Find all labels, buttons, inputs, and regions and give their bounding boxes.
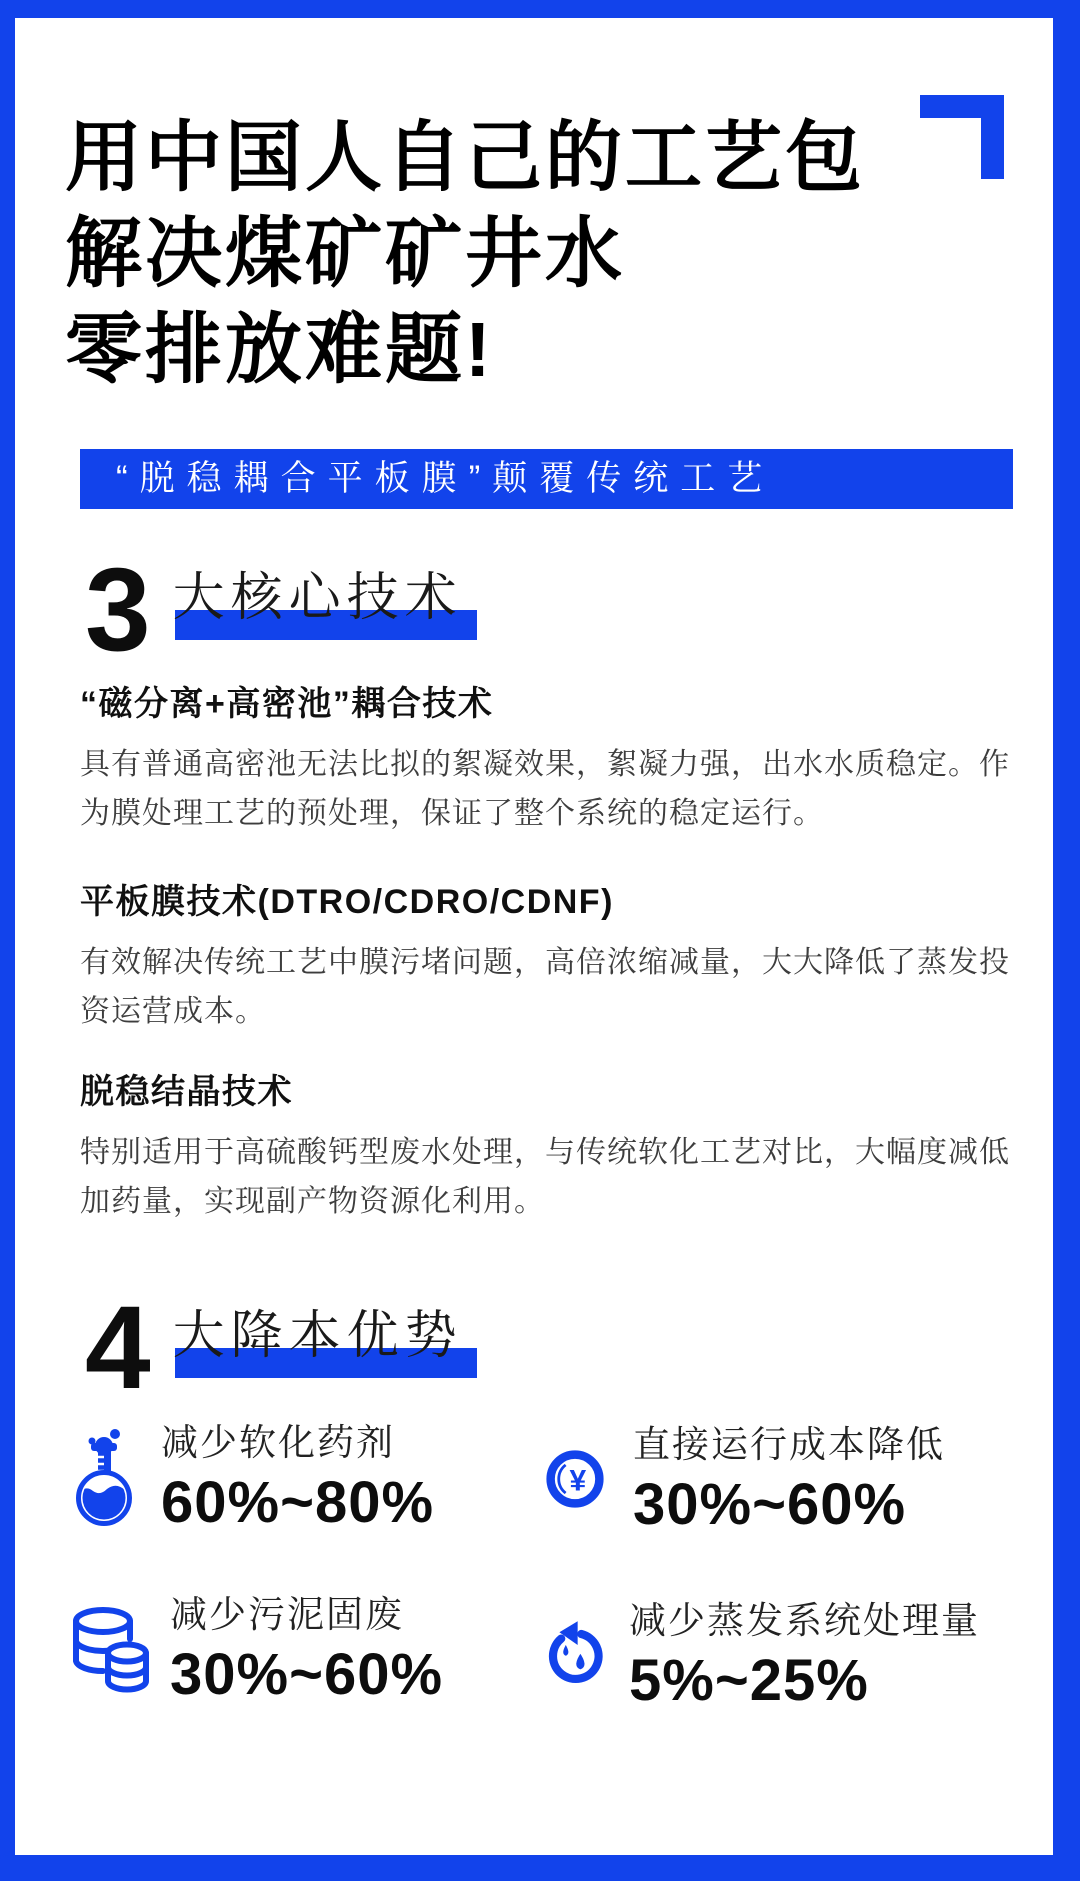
stat-direct-operating-cost [545, 1422, 945, 1536]
water-recycle-icon [543, 1618, 605, 1692]
section-heading-text-wrap [165, 1304, 471, 1368]
tech-item-title: 平板膜技术(DTRO/CDRO/CDNF) [80, 883, 614, 921]
tech-item-body: 有效解决传统工艺中膜污堵问题，高倍浓缩减量，大大降低了蒸发投资运营成本。 [80, 946, 1010, 1028]
tech-item-body: 具有普通高密池无法比拟的絮凝效果，絮凝力强，出水水质稳定。作为膜处理工艺的预处理，保证了整个系统的稳定运行。 [80, 748, 1010, 830]
stat-value: 30%~60% [170, 1642, 444, 1707]
poster-content-area [15, 18, 1053, 1855]
stat-text [629, 1598, 980, 1712]
section-number: 4 [85, 1282, 151, 1414]
section-heading-label: 大核心技术 [172, 569, 463, 627]
flask-icon [75, 1427, 133, 1527]
stat-text [161, 1420, 434, 1534]
title-line-3: 零排放难题! [65, 307, 494, 393]
stat-label: 减少软化药剂 [161, 1422, 395, 1463]
stat-text [170, 1592, 443, 1706]
tech-item-body: 特别适用于高硫酸钙型废水处理，与传统软化工艺对比，大幅度减低加药量，实现副产物资源化利用。 [80, 1136, 1010, 1218]
tech-item-magnetic-coupling [80, 682, 1030, 838]
section-heading-cost-benefits [85, 1282, 471, 1414]
page-title [65, 110, 865, 398]
stat-label: 直接运行成本降低 [633, 1424, 945, 1465]
tech-item-title: “磁分离+高密池”耦合技术 [80, 685, 494, 723]
stat-value: 30%~60% [633, 1472, 907, 1537]
svg-text:¥: ¥ [569, 1464, 587, 1498]
stat-evaporation-volume [543, 1598, 980, 1712]
stat-label: 减少污泥固废 [170, 1594, 404, 1635]
section-heading-core-tech [85, 544, 471, 676]
stat-value: 60%~80% [161, 1470, 435, 1535]
stat-text [633, 1422, 945, 1536]
tech-item-flat-membrane [80, 880, 1030, 1036]
tech-item-destabilized-crystallization [80, 1070, 1030, 1226]
title-line-1: 用中国人自己的工艺包 [65, 115, 865, 201]
tech-item-title: 脱稳结晶技术 [80, 1073, 293, 1111]
yen-coin-icon [545, 1449, 605, 1509]
subtitle-banner [80, 449, 1013, 509]
stat-value: 5%~25% [629, 1648, 869, 1713]
stat-softening-agent [75, 1420, 434, 1534]
section-heading-text-wrap [165, 566, 471, 630]
stat-label: 减少蒸发系统处理量 [629, 1600, 980, 1641]
section-number: 3 [85, 544, 151, 676]
title-line-2: 解决煤矿矿井水 [65, 211, 625, 297]
subtitle-banner-text: “脱稳耦合平板膜”颠覆传统工艺 [116, 459, 775, 498]
corner-bracket-decoration [920, 95, 1004, 179]
coins-stack-icon [70, 1605, 150, 1693]
section-heading-label: 大降本优势 [172, 1307, 463, 1365]
stat-sludge-solid-waste [70, 1592, 443, 1706]
